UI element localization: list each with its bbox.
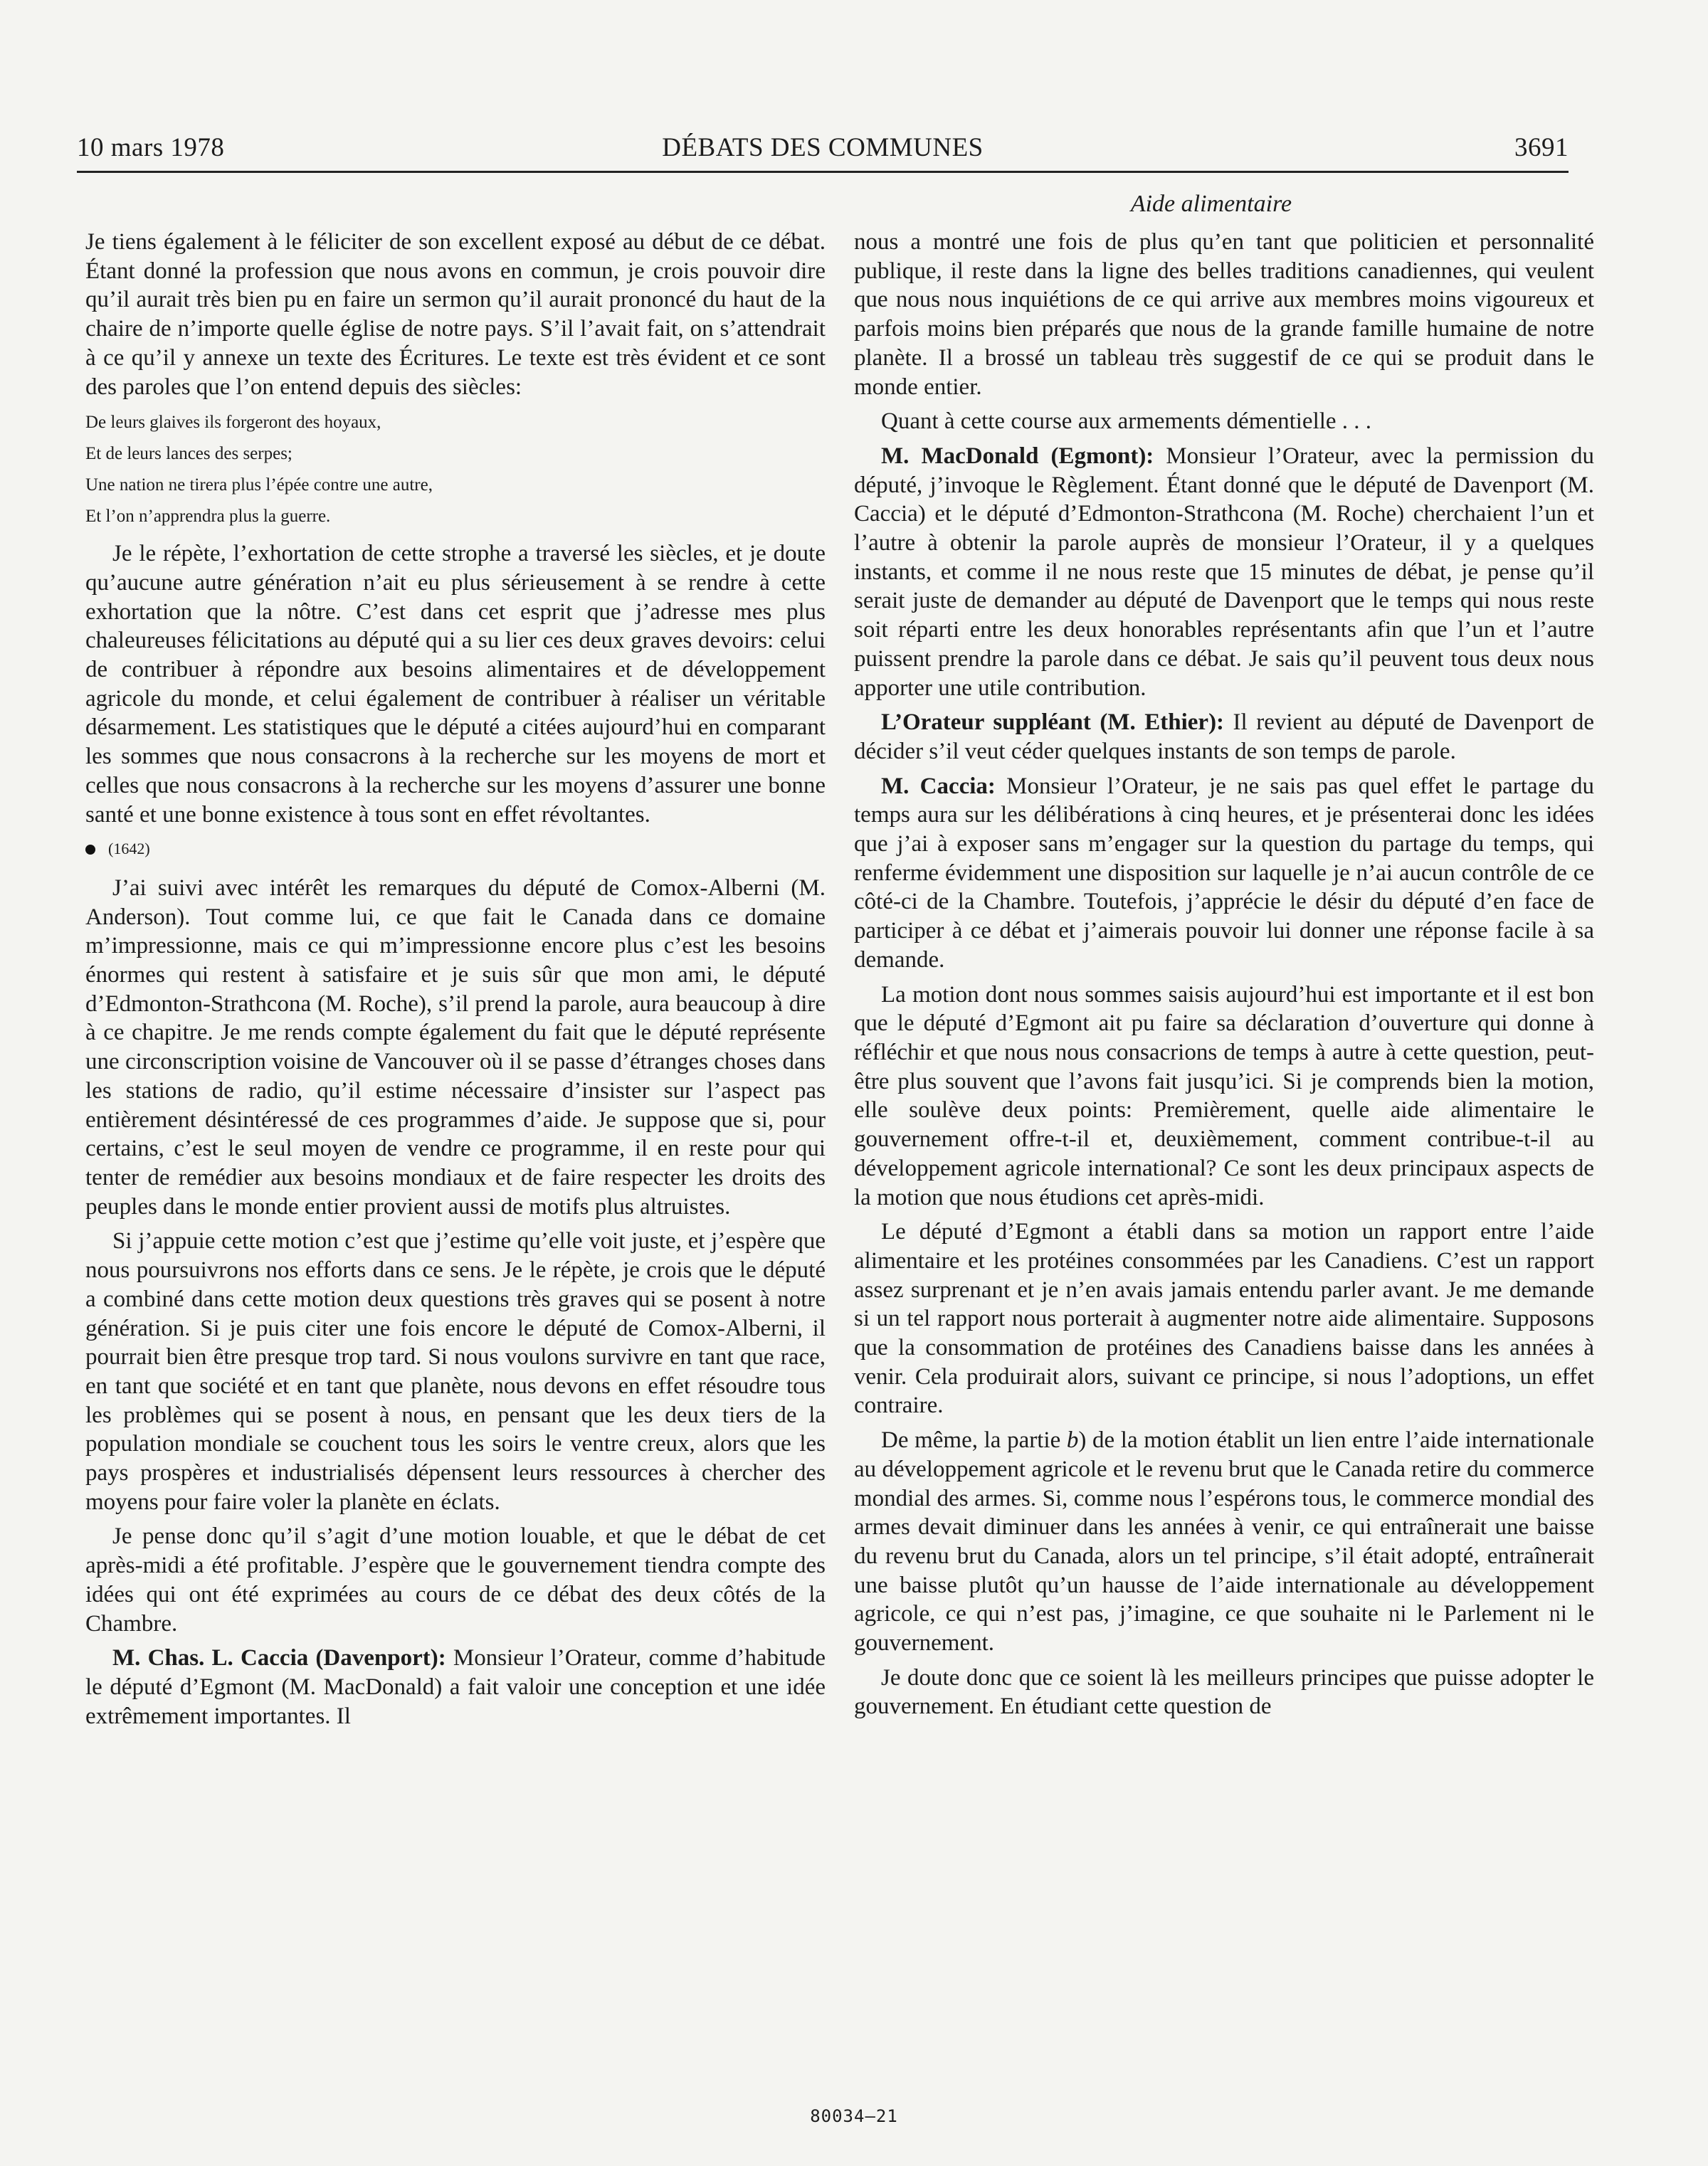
- paragraph: La motion dont nous sommes saisis aujourd’hui est importante et il est bon que le député d’Egmont ait pu faire sa déclaration d’ouverture qui donne à réfléchir et que nous nous consacrions de temps à autre à cette question, peut-être plus souvent que l’avons fait jusqu’ici. Si je comprends bien la motion, elle soulève deux points: Premièrement, quelle aide alimentaire le gouvernement offre-t-il et, deuxièmement, comment contribue-t-il au développement agricole international? Ce sont les deux principaux aspects de la motion que nous étudions cet après-midi.: [854, 981, 1594, 1210]
- speaker-name: M. Caccia:: [881, 773, 996, 799]
- header-title: DÉBATS DES COMMUNES: [662, 133, 984, 162]
- speech-paragraph: [854, 442, 1594, 702]
- paragraph: Je pense donc qu’il s’agit d’une motion louable, et que le débat de cet après-midi a été profitable. J’espère que le gouvernement tiendra compte des idées qui ont été exprimées au cours de ce débat des deux côtés de la Chambre.: [85, 1523, 826, 1637]
- bullet-icon: [85, 845, 95, 855]
- page-header: [77, 132, 1569, 169]
- speech-paragraph: [854, 772, 1594, 975]
- speaker-name: M. MacDonald (Egmont):: [881, 443, 1154, 469]
- paragraph: [854, 1426, 1594, 1658]
- speech-text: Il revient au député de Davenport de décider s’il veut céder quelques instants de son temps de parole.: [854, 709, 1594, 764]
- paragraph: J’ai suivi avec intérêt les remarques du député de Comox-Alberni (M. Anderson). Tout comme lui, ce que fait le Canada dans ce domaine m’impressionne, mais ce qui m’impressionne encore plus c’est les besoins énormes qui restent à satisfaire et je suis sûr que mon ami, le député d’Edmonton-Strathcona (M. Roche), s’il prend la parole, aura beaucoup à dire à ce chapitre. Je me rends compte également du fait que le député représente une circonscription voisine de Vancouver où il se passe d’étranges choses dans les stations de radio, qu’il estime nécessaire d’insister sur l’aspect pas entièrement désintéressé de ces programmes d’aide. Je suppose que si, pour certains, c’est le seul moyen de vendre ce programme, il en reste pour qui tenter de remédier aux besoins mondiaux et de faire respecter les droits des peuples dans le monde entier provient aussi de motifs plus altruistes.: [85, 875, 826, 1220]
- verse-line: Et l’on n’apprendra plus la guerre.: [85, 507, 331, 527]
- footer-code: 80034—21: [810, 2106, 898, 2126]
- paragraph: Quant à cette course aux armements démentielle . . .: [881, 408, 1372, 435]
- speech-paragraph: [85, 1644, 826, 1731]
- header-date: 10 mars 1978: [77, 133, 225, 162]
- paragraph: Je doute donc que ce soient là les meilleurs principes que puisse adopter le gouvernement. En étudiant cette question de: [854, 1664, 1594, 1720]
- paragraph: Si j’appuie cette motion c’est que j’estime qu’elle voit juste, et j’espère que nous poursuivrons nos efforts dans ce sens. Je le répète, je crois que le député a combiné dans cette motion deux questions très graves qui se posent à notre génération. Si je puis citer une fois encore le député de Comox-Alberni, il pourrait bien être presque trop tard. Si nous voulons survivre en tant que race, en tant que société et en tant que planète, nous devons en effet résoudre tous les problèmes qui se posent à nous, en pensant que les deux tiers de la population mondiale se couchent tous les soirs le ventre creux, alors que les pays prospères et industrialisés dépensent leurs ressources à chercher des moyens pour faire voler la planète en éclats.: [85, 1228, 826, 1515]
- text-run: ) de la motion établit un lien entre l’aide internationale au développement agricole et le revenu brut que le Canada retire du commerce mondial des armes. Si, comme nous l’espérons tous, le commerce mondial des armes devait diminuer dans les années à venir, ce qui entraînerait une baisse du revenu brut du Canada, alors un tel principe, s’il était adopté, entraînerait une baisse plutôt qu’un hausse de l’aide internationale au développement agricole, ce qui n’est pas, j’imagine, ce que souhaite ni le Parlement ni le gouvernement.: [854, 1427, 1595, 1657]
- scripture-verse: [85, 407, 826, 532]
- speech-paragraph: [854, 708, 1594, 766]
- speech-text: Monsieur l’Orateur, comme d’habitude le député d’Egmont (M. MacDonald) a fait valoir une conception et une idée extrêmement importantes. Il: [85, 1645, 826, 1729]
- speaker-name: M. Chas. L. Caccia (Davenport):: [112, 1645, 446, 1671]
- italic-letter: b: [1066, 1427, 1079, 1454]
- paragraph: Je tiens également à le féliciter de son excellent exposé au début de ce débat. Étant donné la profession que nous avons en commun, je crois pouvoir dire qu’il aurait très bien pu en faire un sermon qu’il aurait prononcé du haut de la chaire de n’importe quelle église de notre pays. S’il l’avait fait, on s’attendrait à ce qu’il y annexe un texte des Écritures. Le texte est très évident et ce sont des paroles que l’on entend depuis des siècles:: [85, 229, 826, 400]
- speech-text: Monsieur l’Orateur, avec la permission du député, j’invoque le Règlement. Étant donné que le député de Davenport (M. Caccia) et le député d’Edmonton-Strathcona (M. Roche) cherchaient l’un et l’autre à obtenir la parole auprès de monsieur l’Orateur, il y a quelques instants, et comme il ne nous reste que 15 minutes de débat, je pense qu’il serait juste de demander au député de Davenport que le temps qui nous reste soit réparti entre les deux honorables représentants afin que l’un et l’autre puissent prendre la parole dans ce débat. Je sais qu’il peuvent tous deux nous apporter une utile contribution.: [854, 443, 1594, 701]
- header-rule: [77, 171, 1569, 173]
- speaker-name: L’Orateur suppléant (M. Ethier):: [881, 709, 1225, 736]
- speech-text: Monsieur l’Orateur, je ne sais pas quel effet le partage du temps aura sur les délibérations à cinq heures, et je présenterai donc les idées que j’ai à exposer sans m’engager sur la question du partage du temps, qui renferme évidemment une disposition sur laquelle je n’ai aucun contrôle de ce côté-ci de la Chambre. Toutefois, j’apprécie le désir du député d’en face de participer à ce débat et j’aimerais pouvoir lui donner une réponse facile à sa demande.: [854, 773, 1595, 973]
- page-number: 3691: [1514, 133, 1569, 162]
- paragraph: nous a montré une fois de plus qu’en tant que politicien et personnalité publique, il reste dans la ligne des belles traditions canadiennes, qui veulent que nous nous inquiétions de ce qui arrive aux membres moins vigoureux et parfois moins bien préparés que nous de la grande famille humaine de notre planète. Il a brossé un tableau très suggestif de ce qui se produit dans le monde entier.: [854, 229, 1594, 400]
- text-run: De même, la partie: [881, 1427, 1067, 1454]
- verse-line: Et de leurs lances des serpes;: [85, 444, 292, 464]
- paragraph: Le député d’Egmont a établi dans sa motion un rapport entre l’aide alimentaire et les protéines consommées par les Canadiens. C’est un rapport assez surprenant et je n’en avais jamais entendu parler avant. Je me demande si un tel rapport nous porterait à augmenter notre aide alimentaire. Supposons que la consommation de protéines des Canadiens baisse dans les années à venir. Cela produirait alors, suivant ce principe, si nous l’adoptions, un effet contraire.: [854, 1219, 1594, 1419]
- subtopic-heading: Aide alimentaire: [1130, 191, 1292, 217]
- paragraph: Je le répète, l’exhortation de cette strophe a traversé les siècles, et je doute qu’aucune autre génération n’ait eu plus sérieusement à se rendre à cette exhortation que la nôtre. C’est dans cet esprit que j’adresse mes plus chaleureuses félicitations au député qui a su lier ces deux graves devoirs: celui de contribuer à répondre aux besoins alimentaires et de développement agricole du monde, et celui également de contribuer à réaliser un véritable désarmement. Les statistiques que le député a citées aujourd’hui en comparant les sommes que nous consacrons à la recherche sur les moyens de mort et celles que nous consacrons à la recherche sur les moyens d’assurer une bonne santé et une bonne existence à tous sont en effet révoltantes.: [85, 541, 826, 828]
- verse-line: Une nation ne tirera plus l’épée contre une autre,: [85, 475, 433, 495]
- left-column: [85, 228, 826, 1736]
- verse-line: De leurs glaives ils forgeront des hoyaux,: [85, 413, 381, 433]
- right-column: [854, 228, 1594, 1727]
- time-marker-text: (1642): [108, 840, 150, 858]
- time-marker: [85, 835, 826, 864]
